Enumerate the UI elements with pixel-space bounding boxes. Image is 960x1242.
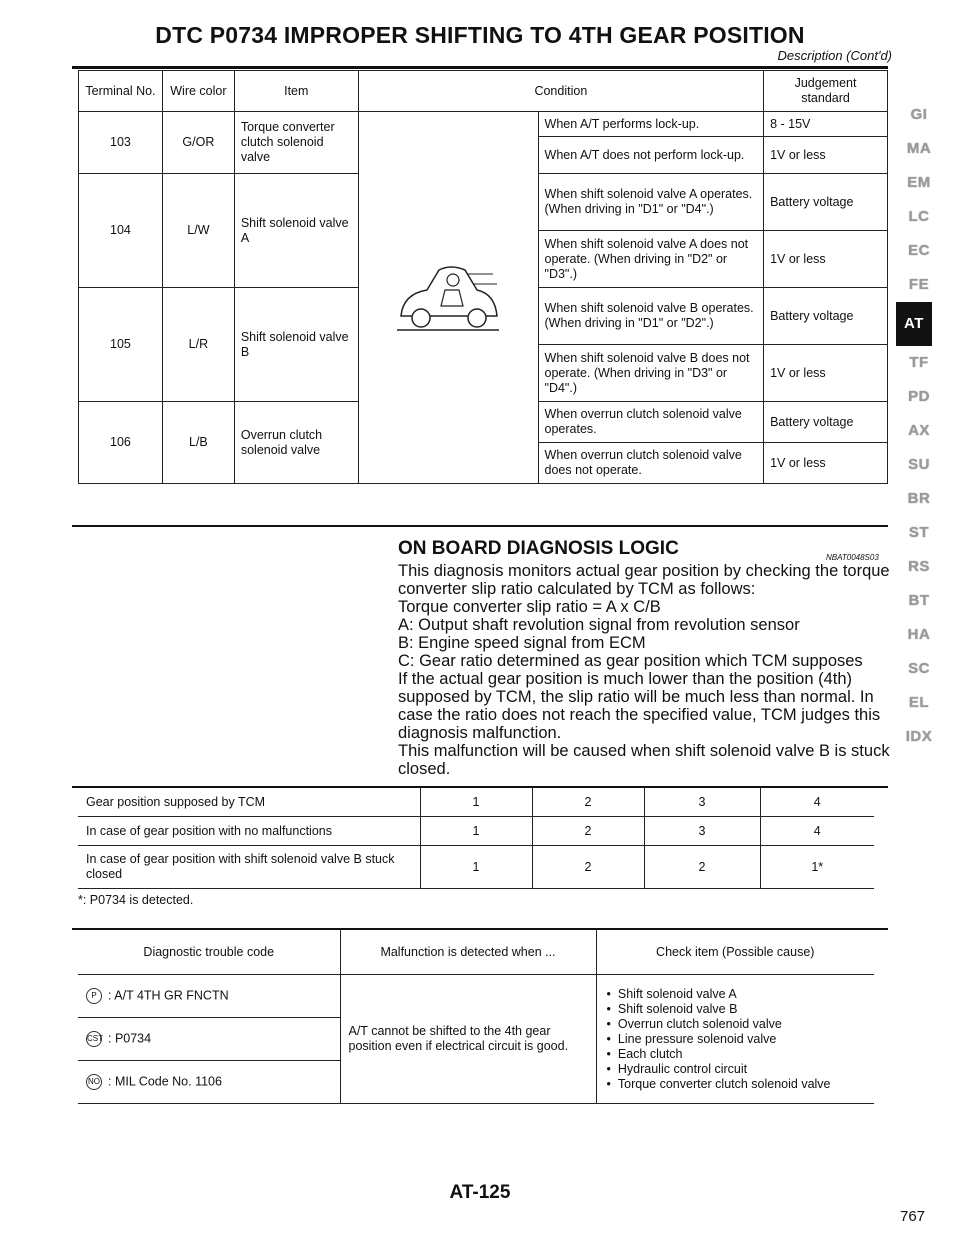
gear-row-label: In case of gear position with shift solenoid valve B stuck closed (78, 846, 420, 889)
obd-body (398, 562, 890, 778)
section-tab-st[interactable]: ST (908, 524, 930, 541)
header-terminal: Terminal No. (79, 71, 163, 112)
gear-value: 1 (420, 817, 532, 846)
judgement-value: 1V or less (764, 443, 888, 484)
dtc-header-code: Diagnostic trouble code (78, 930, 340, 975)
section-tab-br[interactable]: BR (907, 490, 931, 507)
gear-table-body (78, 788, 874, 889)
obd-line: Torque converter slip ratio = A x C/B (398, 598, 661, 616)
car-driver-icon (393, 256, 503, 336)
terminal-number: 105 (79, 288, 163, 402)
wire-color: L/W (162, 174, 234, 288)
dtc-code-1 (78, 975, 340, 1018)
condition-text: When shift solenoid valve A does not operate. (When driving in "D2" or "D3".) (538, 231, 764, 288)
terminal-number: 106 (79, 402, 163, 484)
wire-color: L/B (162, 402, 234, 484)
gear-row (78, 846, 874, 889)
obd-line: If the actual gear position is much lower than the position (4th) (398, 670, 852, 688)
section-rule (72, 525, 888, 527)
terminal-number: 103 (79, 112, 163, 174)
item-name: Torque converter clutch solenoid valve (234, 112, 358, 174)
section-tab-sc[interactable]: SC (908, 660, 930, 677)
obd-ref: NBAT0048S03 (826, 553, 879, 562)
wire-color: G/OR (162, 112, 234, 174)
section-tab-lc[interactable]: LC (908, 208, 930, 225)
obd-line: This malfunction will be caused when shift solenoid valve B is stuck (398, 742, 890, 760)
section-tab-ec[interactable]: EC (908, 242, 930, 259)
dtc-code-2 (78, 1018, 340, 1061)
judgement-value: Battery voltage (764, 288, 888, 345)
judgement-value: Battery voltage (764, 174, 888, 231)
dtc-code-2-text: : P0734 (108, 1031, 152, 1046)
page-subtitle: Description (Cont'd) (777, 48, 892, 63)
header-condition: Condition (358, 71, 763, 112)
section-tab-rs[interactable]: RS (908, 558, 930, 575)
check-item: • Each clutch (619, 1047, 867, 1062)
obd-line: A: Output shaft revolution signal from revolution sensor (398, 616, 800, 634)
gear-value: 4 (760, 817, 874, 846)
dtc-code-3-text: : MIL Code No. 1106 (108, 1074, 222, 1089)
condition-text: When shift solenoid valve B does not operate. (When driving in "D3" or "D4".) (538, 345, 764, 402)
gear-value: 2 (532, 846, 644, 889)
dtc-check-items (596, 975, 874, 1104)
item-name: Overrun clutch solenoid valve (234, 402, 358, 484)
dtc-table (78, 930, 874, 1104)
obd-heading: ON BOARD DIAGNOSIS LOGIC (398, 538, 679, 559)
section-tab-tf[interactable]: TF (909, 354, 929, 371)
dtc-header-malfunction: Malfunction is detected when ... (340, 930, 596, 975)
header-judgement: Judgement standard (764, 71, 888, 112)
section-tab-bt[interactable]: BT (908, 592, 930, 609)
header-item: Item (234, 71, 358, 112)
obd-line: This diagnosis monitors actual gear position by checking the torque (398, 562, 890, 580)
header-wire-color: Wire color (162, 71, 234, 112)
gear-value: 1* (760, 846, 874, 889)
section-tab-gi[interactable]: GI (910, 106, 928, 123)
page-footer: AT-125 (449, 1182, 511, 1203)
check-item: • Shift solenoid valve B (619, 1002, 867, 1017)
section-tab-el[interactable]: EL (908, 694, 930, 711)
check-item: • Line pressure solenoid valve (619, 1032, 867, 1047)
check-item: • Shift solenoid valve A (619, 987, 867, 1002)
gear-value: 3 (644, 788, 760, 817)
cst-icon: CST (86, 1031, 102, 1047)
gear-row-label: In case of gear position with no malfunctions (78, 817, 420, 846)
gear-value: 2 (532, 817, 644, 846)
gear-row-label: Gear position supposed by TCM (78, 788, 420, 817)
terminal-table (78, 70, 888, 484)
no-tools-icon: NO (86, 1074, 102, 1090)
page-title: DTC P0734 IMPROPER SHIFTING TO 4TH GEAR POSITION (155, 22, 805, 48)
section-tab-pd[interactable]: PD (908, 388, 930, 405)
condition-text: When A/T performs lock-up. (538, 112, 764, 137)
gear-value: 2 (644, 846, 760, 889)
check-item: • Overrun clutch solenoid valve (619, 1017, 867, 1032)
section-tab-at[interactable]: AT (896, 302, 932, 346)
ignition-on-illustration (358, 112, 538, 484)
gear-row (78, 788, 874, 817)
section-tab-ha[interactable]: HA (907, 626, 931, 643)
gear-row (78, 817, 874, 846)
dtc-code-3 (78, 1061, 340, 1104)
condition-text: When shift solenoid valve A operates. (When driving in "D1" or "D4".) (538, 174, 764, 231)
item-name: Shift solenoid valve B (234, 288, 358, 402)
judgement-value: 1V or less (764, 345, 888, 402)
dtc-code-1-text: : A/T 4TH GR FNCTN (108, 988, 229, 1003)
obd-line: diagnosis malfunction. (398, 724, 562, 742)
condition-text: When A/T does not perform lock-up. (538, 137, 764, 174)
terminal-table-body (79, 112, 888, 484)
section-tab-ma[interactable]: MA (906, 140, 932, 157)
p-mode-icon: P (86, 988, 102, 1004)
obd-line: B: Engine speed signal from ECM (398, 634, 646, 652)
dtc-malfunction: A/T cannot be shifted to the 4th gear position even if electrical circuit is good. (340, 975, 596, 1104)
section-tabs (884, 98, 954, 754)
item-name: Shift solenoid valve A (234, 174, 358, 288)
gear-table-note: *: P0734 is detected. (78, 893, 194, 907)
gear-value: 2 (532, 788, 644, 817)
gear-value: 4 (760, 788, 874, 817)
obd-line: supposed by TCM, the slip ratio will be much less than normal. In (398, 688, 874, 706)
obd-line: closed. (398, 760, 451, 778)
section-tab-fe[interactable]: FE (908, 276, 930, 293)
check-item: • Torque converter clutch solenoid valve (619, 1077, 867, 1092)
gear-value: 1 (420, 788, 532, 817)
section-tab-su[interactable]: SU (908, 456, 930, 473)
title-rule (72, 66, 888, 69)
terminal-number: 104 (79, 174, 163, 288)
judgement-value: 8 - 15V (764, 112, 888, 137)
obd-line: converter slip ratio calculated by TCM as follows: (398, 580, 756, 598)
gear-value: 3 (644, 817, 760, 846)
section-tab-ax[interactable]: AX (908, 422, 930, 439)
judgement-value: Battery voltage (764, 402, 888, 443)
section-tab-em[interactable]: EM (907, 174, 931, 191)
dtc-table-header (78, 930, 874, 975)
condition-text: When overrun clutch solenoid valve does not operate. (538, 443, 764, 484)
wire-color: L/R (162, 288, 234, 402)
judgement-value: 1V or less (764, 137, 888, 174)
obd-line: case the ratio does not reach the specified value, TCM judges this (398, 706, 881, 724)
check-item: • Hydraulic control circuit (619, 1062, 867, 1077)
page-number: 767 (900, 1208, 926, 1225)
terminal-row (79, 112, 888, 137)
condition-text: When overrun clutch solenoid valve operates. (538, 402, 764, 443)
judgement-value: 1V or less (764, 231, 888, 288)
gear-table (78, 788, 874, 889)
obd-line: C: Gear ratio determined as gear position which TCM supposes (398, 652, 863, 670)
dtc-header-check: Check item (Possible cause) (596, 930, 874, 975)
condition-text: When shift solenoid valve B operates. (When driving in "D1" or "D2".) (538, 288, 764, 345)
dtc-row (78, 975, 874, 1018)
gear-value: 1 (420, 846, 532, 889)
terminal-table-header (79, 71, 888, 112)
section-tab-idx[interactable]: IDX (905, 728, 933, 745)
